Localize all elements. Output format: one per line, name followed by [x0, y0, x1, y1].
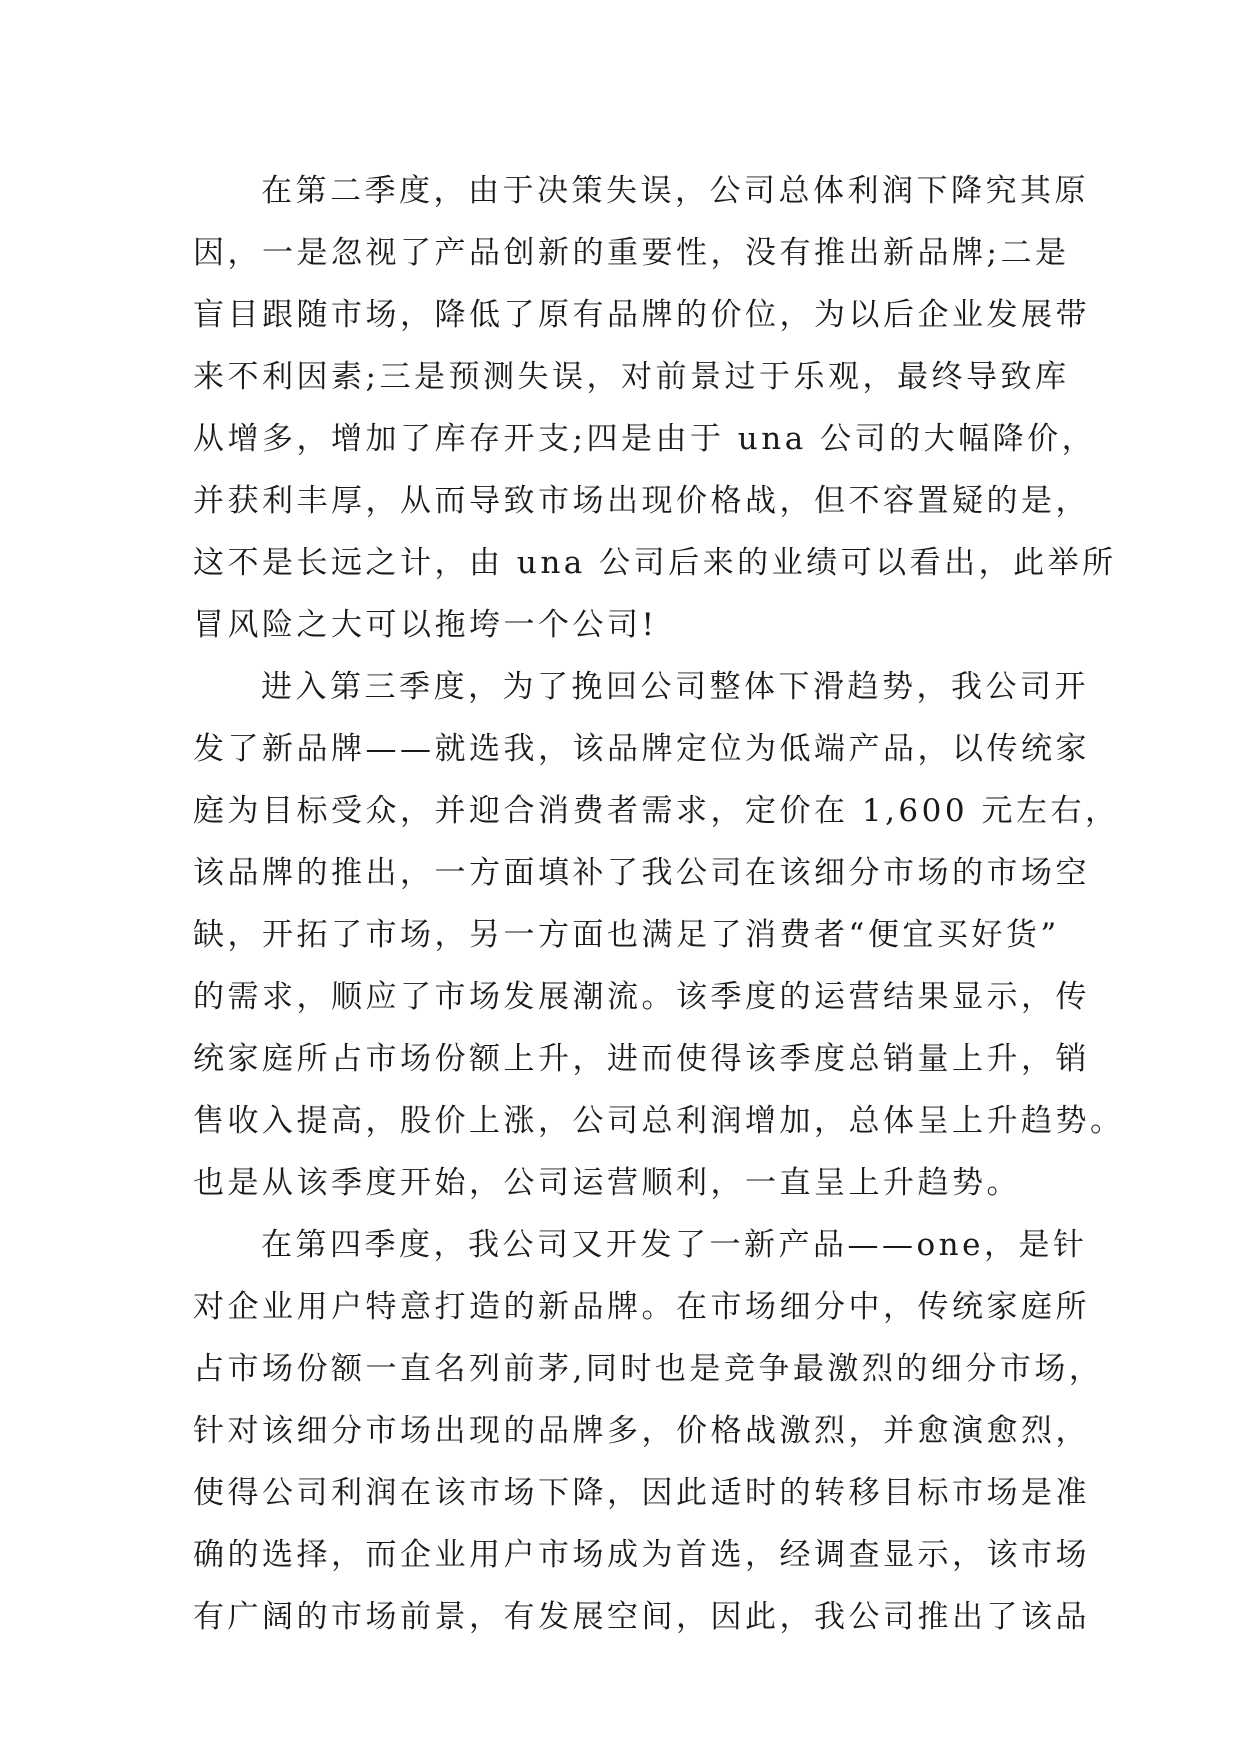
text-line: 并获利丰厚，从而导致市场出现价格战，但不容置疑的是，	[193, 483, 1090, 519]
text-line: 对企业用户特意打造的新品牌。在市场细分中，传统家庭所	[193, 1289, 1090, 1325]
text-line: 也是从该季度开始，公司运营顺利，一直呈上升趋势。	[193, 1165, 1021, 1201]
paragraph-q4	[193, 1214, 1104, 1648]
text-line: 该品牌的推出，一方面填补了我公司在该细分市场的市场空	[193, 855, 1090, 891]
text-line: 冒风险之大可以拖垮一个公司!	[193, 607, 658, 643]
document-body	[193, 160, 1125, 1648]
paragraph-q2	[193, 160, 1117, 656]
text-line: 来不利因素;三是预测失误，对前景过于乐观，最终导致库	[193, 359, 1070, 395]
text-line: 统家庭所占市场份额上升，进而使得该季度总销量上升，销	[193, 1041, 1090, 1077]
text-line: 这不是长远之计，由 una 公司后来的业绩可以看出，此举所	[193, 545, 1117, 581]
text-line: 庭为目标受众，并迎合消费者需求，定价在 1,600 元左右，	[193, 793, 1120, 829]
paragraph-q3	[193, 656, 1125, 1214]
text-line: 因，一是忽视了产品创新的重要性，没有推出新品牌;二是	[193, 235, 1070, 271]
text-line: 在第二季度，由于决策失误，公司总体利润下降究其原	[261, 173, 1089, 209]
text-line: 进入第三季度，为了挽回公司整体下滑趋势，我公司开	[261, 669, 1089, 705]
text-line: 有广阔的市场前景，有发展空间，因此，我公司推出了该品	[193, 1599, 1090, 1635]
text-line: 在第四季度，我公司又开发了一新产品——one，是针	[261, 1227, 1088, 1263]
text-line: 售收入提高，股价上涨，公司总利润增加，总体呈上升趋势。	[193, 1103, 1125, 1139]
text-line: 使得公司利润在该市场下降，因此适时的转移目标市场是准	[193, 1475, 1090, 1511]
text-line: 发了新品牌——就选我，该品牌定位为低端产品，以传统家	[193, 731, 1090, 767]
text-line: 盲目跟随市场，降低了原有品牌的价位，为以后企业发展带	[193, 297, 1090, 333]
text-line: 占市场份额一直名列前茅,同时也是竞争最激烈的细分市场，	[193, 1351, 1104, 1387]
text-line: 缺，开拓了市场，另一方面也满足了消费者“便宜买好货”	[193, 917, 1060, 953]
text-line: 确的选择，而企业用户市场成为首选，经调查显示，该市场	[193, 1537, 1090, 1573]
text-line: 从增多，增加了库存开支;四是由于 una 公司的大幅降价，	[193, 421, 1097, 457]
text-line: 针对该细分市场出现的品牌多，价格战激烈，并愈演愈烈，	[193, 1413, 1090, 1449]
text-line: 的需求，顺应了市场发展潮流。该季度的运营结果显示，传	[193, 979, 1090, 1015]
